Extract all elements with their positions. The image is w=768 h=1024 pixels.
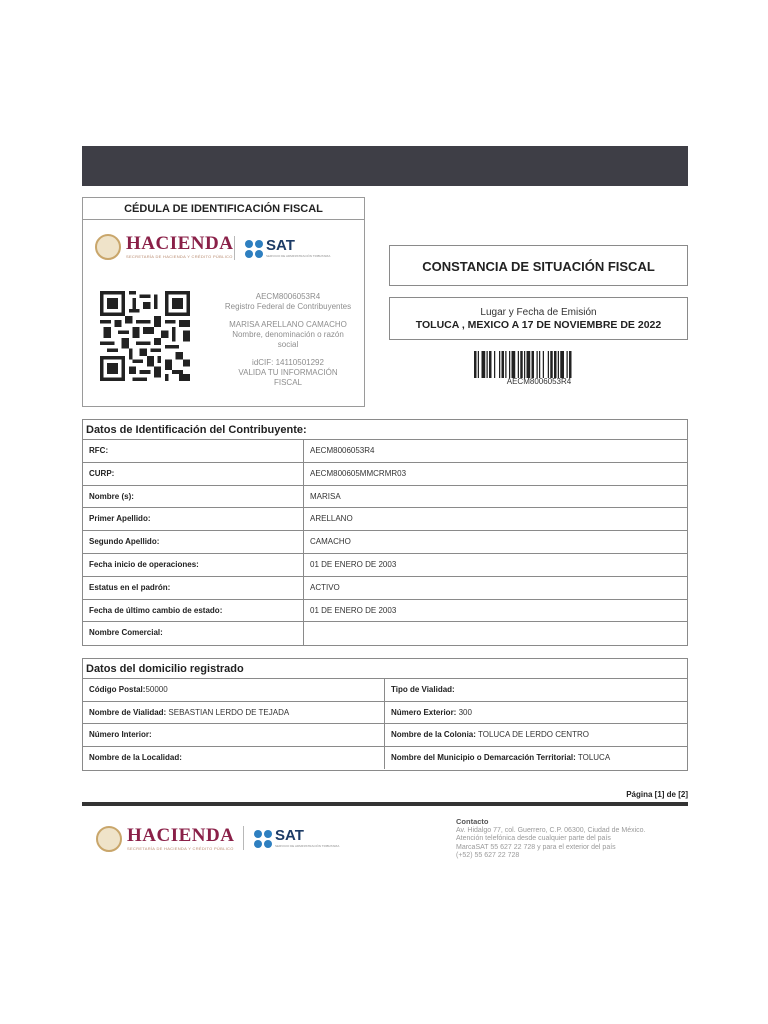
hacienda-logo (95, 234, 233, 260)
field-label: Código Postal: (89, 685, 146, 694)
footer-national-seal-icon (96, 826, 122, 852)
address-cell (83, 747, 385, 770)
table-row (83, 600, 687, 623)
address-cell (83, 724, 385, 746)
footer-rule (82, 802, 688, 806)
footer-sat-wordmark: SAT (275, 827, 304, 844)
address-cell (83, 679, 385, 701)
table-row (83, 508, 687, 531)
field-label: Nombre de Vialidad: (89, 707, 167, 717)
footer-sat-subtitle: SERVICIO DE ADMINISTRACIÓN TRIBUTARIA (275, 844, 340, 848)
field-label: CURP: (83, 463, 304, 485)
footer-hacienda-wordmark: HACIENDA (127, 825, 235, 846)
field-value: ACTIVO (310, 582, 340, 592)
field-label: Nombre de la Colonia: (391, 730, 476, 740)
field-value (304, 622, 687, 645)
hacienda-subtitle: SECRETARÍA DE HACIENDA Y CRÉDITO PÚBLICO (126, 254, 233, 259)
field-label: Fecha inicio de operaciones: (83, 554, 304, 576)
table-row (83, 724, 687, 747)
address-cell (385, 724, 687, 746)
field-value: 01 DE ENERO DE 2003 (310, 605, 397, 615)
field-value: ARELLANO (310, 514, 353, 524)
barcode-icon (474, 351, 604, 378)
sat-subtitle: SERVICIO DE ADMINISTRACIÓN TRIBUTARIA (266, 254, 331, 258)
field-label: Fecha de último cambio de estado: (83, 600, 304, 622)
header-bar (82, 146, 688, 186)
qr-code-icon (98, 291, 192, 381)
emision-box (389, 297, 688, 340)
table-row (83, 679, 687, 702)
cedula-name-caption-1: Nombre, denominación o razón (232, 330, 344, 339)
contact-block (456, 818, 688, 861)
identificacion-title: Datos de Identificación del Contribuyente: (83, 420, 687, 440)
table-row (83, 747, 687, 770)
field-label: Segundo Apellido: (83, 531, 304, 553)
constancia-title: CONSTANCIA DE SITUACIÓN FISCAL (389, 245, 688, 286)
cedula-card (82, 197, 365, 407)
address-cell (385, 747, 687, 770)
footer-hacienda-subtitle: SECRETARÍA DE HACIENDA Y CRÉDITO PÚBLICO (127, 846, 234, 851)
cedula-rfc: AECM8006053R4 (255, 292, 321, 301)
field-label: Nombre del Municipio o Demarcación Territorial: (391, 752, 576, 762)
address-cell (385, 702, 687, 724)
field-label: Número Exterior: (391, 707, 457, 717)
page-number: Página [1] de [2] (626, 790, 688, 799)
cedula-name-caption-2: social (277, 340, 299, 349)
hacienda-wordmark: HACIENDA (126, 233, 234, 254)
sat-wordmark: SAT (266, 237, 295, 254)
cedula-valida-2: FISCAL (273, 378, 302, 387)
field-label: RFC: (83, 440, 304, 462)
field-value: MARISA (310, 491, 341, 501)
field-value: TOLUCA DE LERDO CENTRO (475, 730, 589, 740)
field-label: Nombre Comercial: (83, 622, 304, 645)
field-value: AECM800605MMCRMR03 (310, 468, 407, 478)
cedula-info (213, 292, 363, 388)
field-value: 01 DE ENERO DE 2003 (310, 559, 397, 569)
national-seal-icon (95, 234, 121, 260)
field-value: 50000 (145, 685, 168, 694)
table-row (83, 554, 687, 577)
sat-dots-icon (245, 240, 263, 258)
field-label: Estatus en el padrón: (83, 577, 304, 599)
contact-line: (+52) 55 627 22 728 (456, 852, 520, 859)
table-row (83, 463, 687, 486)
field-label: Nombre de la Localidad: (89, 752, 182, 762)
identificacion-section (82, 419, 688, 646)
field-label: Nombre (s): (83, 486, 304, 508)
field-label: Número Interior: (89, 730, 152, 740)
field-label: Tipo de Vialidad: (391, 685, 455, 694)
table-row (83, 577, 687, 600)
field-value: 300 (456, 707, 472, 717)
sat-logo (245, 238, 330, 259)
address-cell (385, 679, 687, 701)
table-row (83, 702, 687, 725)
cedula-idcif: idCIF: 14110501292 (252, 358, 324, 367)
domicilio-title: Datos del domicilio registrado (83, 659, 687, 679)
field-value: SEBASTIAN LERDO DE TEJADA (166, 707, 290, 717)
contact-line: Atención telefónica desde cualquier parte del país (456, 835, 611, 842)
cedula-rfc-caption: Registro Federal de Contribuyentes (224, 302, 352, 311)
domicilio-section (82, 658, 688, 771)
footer-sat-logo (254, 828, 339, 849)
contact-line: Av. Hidalgo 77, col. Guerrero, C.P. 06300, Ciudad de México. (456, 826, 646, 834)
footer-sat-dots-icon (254, 830, 272, 848)
contact-line: MarcaSAT 55 627 22 728 y para el exterior del país (456, 843, 616, 851)
field-value: CAMACHO (310, 537, 351, 547)
footer-hacienda-logo (96, 826, 234, 852)
address-cell (83, 702, 385, 724)
field-value: TOLUCA (575, 752, 611, 762)
emision-label: Lugar y Fecha de Emisión (480, 307, 597, 318)
field-label: Primer Apellido: (83, 508, 304, 530)
table-row (83, 486, 687, 509)
footer-logo-separator (243, 826, 244, 850)
emision-place: TOLUCA , MEXICO A 17 DE NOVIEMBRE DE 2022 (415, 319, 662, 331)
cedula-name: MARISA ARELLANO CAMACHO (229, 320, 347, 329)
table-row (83, 531, 687, 554)
contact-title: Contacto (456, 817, 489, 826)
barcode-text: AECM8006053R4 (506, 377, 572, 386)
field-value: AECM8006053R4 (310, 446, 375, 455)
table-row (83, 440, 687, 463)
cedula-title: CÉDULA DE IDENTIFICACIÓN FISCAL (83, 198, 364, 220)
cedula-valida-1: VALIDA TU INFORMACIÓN (238, 368, 338, 377)
table-row (83, 622, 687, 645)
logo-separator (234, 236, 235, 260)
